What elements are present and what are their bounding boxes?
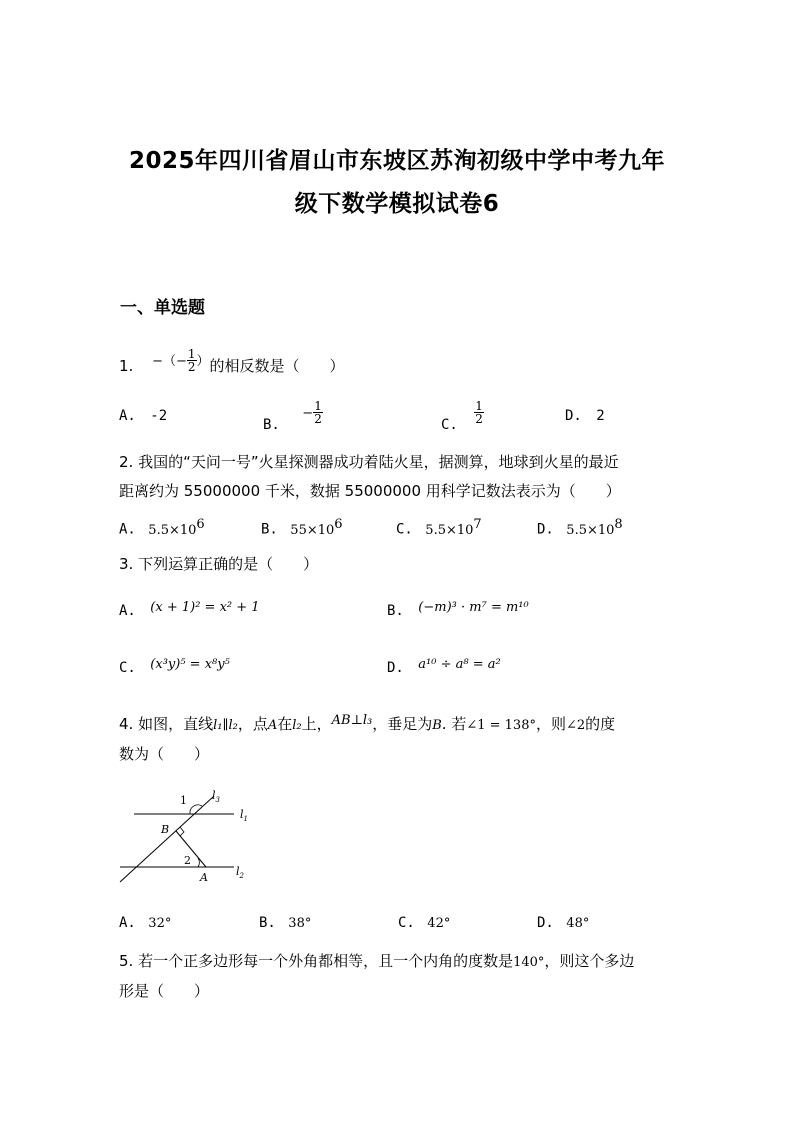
option-label: B. bbox=[261, 521, 278, 538]
option-b[interactable] bbox=[387, 600, 529, 619]
right-angle-mark bbox=[180, 827, 184, 836]
math-segment: ∠1 = 138° bbox=[466, 718, 536, 733]
option-value: 2 bbox=[596, 408, 605, 424]
label-l1-subscript: 1 bbox=[243, 815, 248, 823]
math-segment: 140° bbox=[513, 955, 545, 970]
question-5 bbox=[119, 947, 679, 1006]
text-segment: ，垂足为 bbox=[372, 715, 433, 733]
text-segment: ，点 bbox=[237, 715, 268, 733]
option-c[interactable] bbox=[119, 657, 230, 676]
math-segment: ∠2 bbox=[565, 718, 586, 733]
question-4 bbox=[119, 710, 679, 769]
math-segment: A bbox=[267, 718, 278, 733]
option-base: 5.5×10 bbox=[425, 522, 474, 538]
question-number: 1. bbox=[119, 357, 134, 375]
option-value: -2 bbox=[150, 408, 168, 424]
option-fraction bbox=[474, 400, 484, 425]
option-label: D. bbox=[565, 408, 582, 424]
option-a[interactable] bbox=[119, 517, 205, 538]
option-label: C. bbox=[396, 521, 413, 538]
fraction-numerator: 1 bbox=[187, 347, 196, 361]
option-c[interactable] bbox=[398, 915, 450, 931]
option-label: A. bbox=[119, 915, 136, 931]
option-a[interactable] bbox=[119, 408, 167, 424]
option-label: A. bbox=[119, 408, 136, 424]
option-base: 5.5×10 bbox=[148, 522, 197, 538]
expression-prefix: −（− bbox=[152, 354, 187, 369]
option-exponent: 6 bbox=[334, 517, 343, 532]
text-segment: ，则 bbox=[535, 715, 566, 733]
label-l2 bbox=[236, 865, 245, 880]
option-expression: a¹⁰ ÷ a⁸ = a² bbox=[418, 657, 501, 672]
option-base: 5.5×10 bbox=[566, 522, 615, 538]
option-label: B. bbox=[259, 915, 276, 931]
fraction-denominator: 2 bbox=[187, 360, 196, 374]
text-segment: 5. 若一个正多边形每一个外角都相等，且一个内角的度数是 bbox=[119, 952, 514, 970]
page-title-line-2: 级下数学模拟试卷6 bbox=[294, 191, 500, 217]
fraction bbox=[187, 348, 197, 373]
option-label: B. bbox=[263, 416, 280, 433]
option-b[interactable] bbox=[261, 517, 343, 538]
math-segment: B bbox=[432, 718, 442, 733]
label-l1 bbox=[240, 808, 248, 823]
option-b[interactable] bbox=[263, 399, 323, 433]
question-2 bbox=[119, 448, 679, 506]
section-heading: 一、单选题 bbox=[120, 298, 205, 318]
text-segment: 的度 bbox=[585, 715, 616, 733]
option-label: A. bbox=[119, 603, 136, 619]
line-l3 bbox=[120, 796, 214, 882]
option-a[interactable] bbox=[119, 915, 171, 931]
option-expression: (x + 1)² = x² + 1 bbox=[150, 600, 260, 615]
option-value: 38° bbox=[288, 916, 312, 931]
question-text-line-2: 数为（ ） bbox=[119, 745, 210, 763]
question-text-line-2: 形是（ ） bbox=[119, 982, 210, 1000]
label-point-a: A bbox=[200, 871, 208, 884]
question-text-line-1: 2. 我国的“天问一号”火星探测器成功着陆火星，据测算，地球到火星的最近 bbox=[119, 453, 619, 471]
label-angle-1: 1 bbox=[180, 794, 187, 807]
question-1 bbox=[119, 347, 679, 382]
option-label: C. bbox=[441, 416, 458, 433]
angle-2-arc bbox=[198, 858, 199, 867]
option-label: C. bbox=[398, 915, 415, 931]
math-segment: AB⊥l₃ bbox=[331, 713, 373, 728]
text-segment: 上， bbox=[301, 715, 332, 733]
option-base: 55×10 bbox=[290, 522, 335, 538]
option-d[interactable] bbox=[537, 517, 623, 538]
page-title-line-1: 2025年四川省眉山市东坡区苏洵初级中学中考九年 bbox=[128, 148, 665, 174]
question-text: 3. 下列运算正确的是（ ） bbox=[119, 555, 319, 573]
option-value: 48° bbox=[566, 916, 590, 931]
option-label: D. bbox=[537, 521, 554, 538]
text-segment: 在 bbox=[277, 715, 293, 733]
fraction-numerator: 1 bbox=[475, 399, 483, 413]
expression-suffix: ） bbox=[196, 354, 210, 369]
option-label: D. bbox=[387, 660, 404, 676]
option-expression: (x³y)⁵ = x⁸y⁵ bbox=[150, 657, 230, 672]
text-segment: . 若 bbox=[441, 715, 467, 733]
option-c[interactable] bbox=[441, 399, 484, 433]
label-point-b: B bbox=[161, 823, 170, 836]
option-d[interactable] bbox=[537, 915, 589, 931]
label-l3-subscript: 3 bbox=[215, 796, 220, 804]
math-segment: l₁∥l₂ bbox=[213, 718, 238, 733]
option-d[interactable] bbox=[387, 657, 501, 676]
label-l1-letter: l bbox=[240, 808, 244, 821]
option-fraction bbox=[313, 400, 323, 425]
option-exponent: 6 bbox=[196, 517, 205, 532]
fraction-denominator: 2 bbox=[475, 412, 483, 426]
option-expression: (−m)³ · m⁷ = m¹⁰ bbox=[418, 600, 529, 615]
question-text-line-1 bbox=[119, 710, 679, 740]
text-segment: 4. 如图，直线 bbox=[119, 715, 214, 733]
math-segment: l₂ bbox=[292, 718, 302, 733]
question-text-line-1 bbox=[119, 947, 679, 977]
option-exponent: 7 bbox=[473, 517, 482, 532]
fraction-denominator: 2 bbox=[314, 412, 322, 426]
option-value: 32° bbox=[148, 916, 172, 931]
option-c[interactable] bbox=[396, 517, 482, 538]
text-segment: ，则这个多边 bbox=[544, 952, 635, 970]
label-l2-letter: l bbox=[236, 865, 240, 878]
option-value: 42° bbox=[427, 916, 451, 931]
label-angle-2: 2 bbox=[184, 854, 191, 867]
option-a[interactable] bbox=[119, 600, 260, 619]
geometry-figure bbox=[118, 786, 258, 886]
option-label: A. bbox=[119, 521, 136, 538]
option-label: D. bbox=[537, 915, 554, 931]
question-3 bbox=[119, 550, 679, 579]
option-d[interactable] bbox=[565, 408, 605, 424]
option-b[interactable] bbox=[259, 915, 311, 931]
option-label: B. bbox=[387, 603, 404, 619]
question-text: 的相反数是（ ） bbox=[209, 357, 345, 375]
question-text-line-2: 距离约为 55000000 千米，数据 55000000 用科学记数法表示为（ ） bbox=[119, 482, 621, 500]
option-exponent: 8 bbox=[614, 517, 623, 532]
option-sign: − bbox=[302, 405, 314, 421]
fraction-numerator: 1 bbox=[314, 399, 322, 413]
option-label: C. bbox=[119, 660, 136, 676]
label-l2-subscript: 2 bbox=[239, 872, 244, 880]
segment-ab bbox=[176, 831, 206, 867]
label-l3 bbox=[212, 789, 221, 804]
label-l3-letter: l bbox=[212, 789, 216, 802]
